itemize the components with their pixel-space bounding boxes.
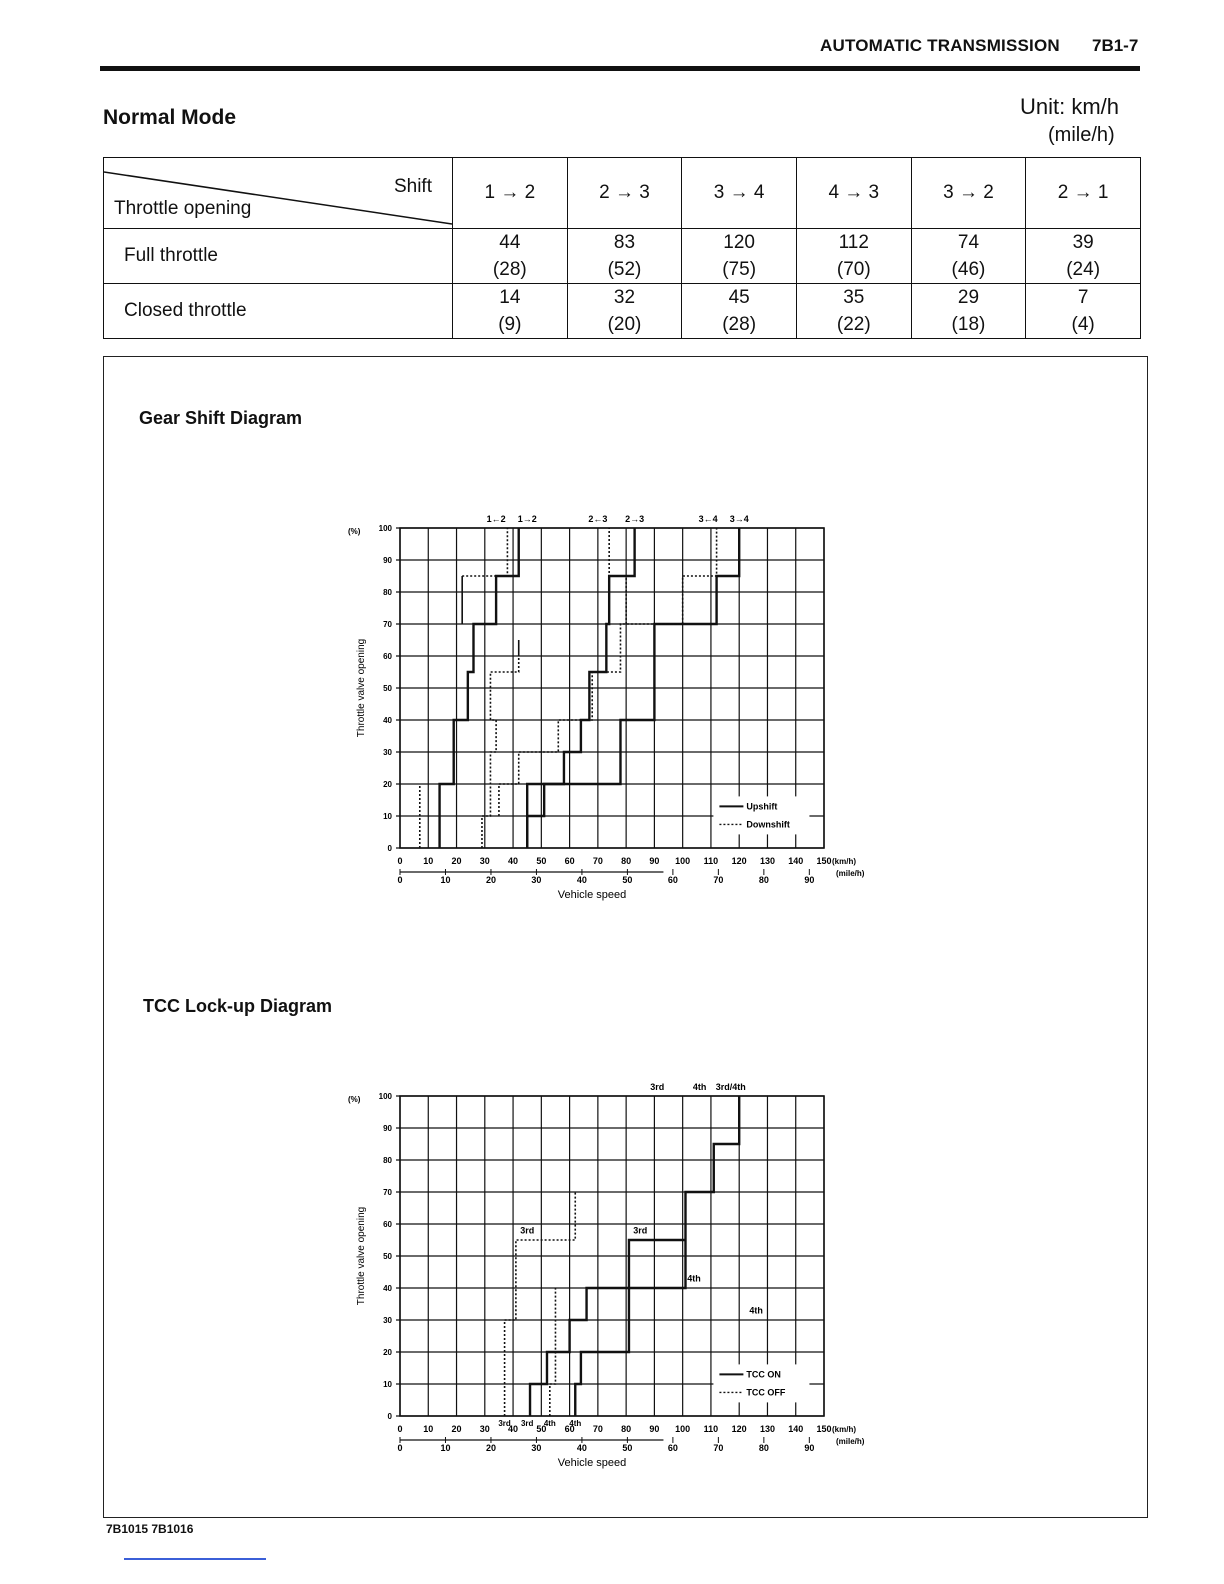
x-tick-label-kmh: 30 xyxy=(479,1424,490,1434)
mph-value: (9) xyxy=(498,314,522,335)
top-label: 3→4 xyxy=(729,514,749,524)
footer-link-underline xyxy=(124,1558,266,1560)
top-label: 1→2 xyxy=(517,514,537,524)
table-cell xyxy=(682,284,797,339)
y-tick-label: 90 xyxy=(383,556,392,565)
section-title: AUTOMATIC TRANSMISSION xyxy=(820,36,1060,55)
y-tick-label: 20 xyxy=(383,1348,392,1357)
gear-shift-chart xyxy=(330,500,910,920)
x-tick-label-kmh: 70 xyxy=(592,1424,603,1434)
x-tick-label-mph: 70 xyxy=(713,875,724,885)
x-tick-label-mph: 50 xyxy=(622,1443,633,1453)
column-header: 1 → 2 xyxy=(453,158,568,229)
x-tick-label-mph: 0 xyxy=(397,875,403,885)
mph-value: (75) xyxy=(722,259,757,280)
x-tick-label-mph: 60 xyxy=(667,875,678,885)
mph-value: (4) xyxy=(1071,314,1095,335)
kmh-value: 35 xyxy=(843,287,865,308)
legend-label: TCC OFF xyxy=(746,1387,786,1398)
y-tick-label: 70 xyxy=(383,620,392,629)
mph-value: (28) xyxy=(722,314,757,335)
bottom-gear-label: 4th xyxy=(569,1419,582,1428)
table-row xyxy=(104,229,1141,284)
column-header: 3 → 4 xyxy=(682,158,797,229)
x-tick-label-mph: 40 xyxy=(576,875,587,885)
table-cell xyxy=(453,229,568,284)
x-tick-label-kmh: 140 xyxy=(788,856,804,866)
tcc-lockup-chart xyxy=(330,1068,910,1488)
x-axis-label: Vehicle speed xyxy=(557,1457,627,1469)
shift-label: Shift xyxy=(393,176,432,197)
column-header: 2 → 3 xyxy=(567,158,682,229)
table-cell xyxy=(796,229,911,284)
x-tick-label-kmh: 10 xyxy=(423,1424,434,1434)
y-axis-label: Throttle valve opening xyxy=(356,1206,367,1306)
x-tick-label-mph: 70 xyxy=(713,1443,724,1453)
y-tick-label: 50 xyxy=(383,684,392,693)
mph-value: (24) xyxy=(1066,259,1101,280)
kmh-value: 45 xyxy=(728,287,750,308)
table-cell xyxy=(1026,284,1141,339)
kmh-value: 74 xyxy=(957,232,980,253)
series-line xyxy=(505,1192,576,1416)
column-header: 3 → 2 xyxy=(911,158,1026,229)
x-tick-label-kmh: 20 xyxy=(451,1424,462,1434)
y-tick-label: 0 xyxy=(387,844,392,853)
tcc-lockup-diagram-title: TCC Lock-up Diagram xyxy=(143,996,333,1016)
x-unit-kmh: (km/h) xyxy=(832,1425,856,1434)
mph-value: (52) xyxy=(607,259,642,280)
x-tick-label-kmh: 100 xyxy=(675,1424,691,1434)
x-tick-label-mph: 90 xyxy=(804,875,815,885)
x-tick-label-kmh: 80 xyxy=(621,1424,632,1434)
top-label: 3rd/4th xyxy=(715,1082,746,1092)
x-tick-label-mph: 80 xyxy=(758,1443,769,1453)
y-tick-label: 10 xyxy=(383,1380,392,1389)
table-row xyxy=(104,284,1141,339)
x-tick-label-mph: 50 xyxy=(622,875,633,885)
x-tick-label-mph: 20 xyxy=(485,875,496,885)
top-label: 3←4 xyxy=(698,514,718,524)
x-tick-label-kmh: 80 xyxy=(621,856,632,866)
x-axis-label: Vehicle speed xyxy=(557,889,627,901)
header-rule xyxy=(100,66,1140,71)
y-tick-label: 20 xyxy=(383,780,392,789)
x-tick-label-kmh: 70 xyxy=(592,856,603,866)
y-tick-label: 50 xyxy=(383,1252,392,1261)
shift-speed-table xyxy=(103,157,1141,339)
y-tick-label: 40 xyxy=(383,716,392,725)
row-label-full-throttle: Full throttle xyxy=(104,229,453,284)
y-tick-label: 80 xyxy=(383,588,392,597)
y-unit-label: (%) xyxy=(348,1095,361,1104)
x-tick-label-kmh: 10 xyxy=(423,856,434,866)
x-unit-kmh: (km/h) xyxy=(832,857,856,866)
top-label: 4th xyxy=(692,1082,707,1092)
kmh-value: 112 xyxy=(838,232,869,253)
x-unit-mph: (mile/h) xyxy=(836,1437,865,1446)
region-gear-label: 3rd xyxy=(520,1225,535,1236)
bottom-gear-label: 3rd xyxy=(498,1419,511,1428)
legend-label: TCC ON xyxy=(746,1369,781,1380)
y-tick-label: 90 xyxy=(383,1124,392,1133)
x-tick-label-mph: 60 xyxy=(667,1443,678,1453)
x-tick-label-kmh: 60 xyxy=(564,856,575,866)
legend-label: Upshift xyxy=(746,801,778,812)
kmh-value: 14 xyxy=(499,287,521,308)
x-tick-label-mph: 90 xyxy=(804,1443,815,1453)
y-unit-label: (%) xyxy=(348,527,361,536)
kmh-value: 83 xyxy=(613,232,636,253)
x-tick-label-mph: 10 xyxy=(440,1443,451,1453)
table-cell xyxy=(796,284,911,339)
x-tick-label-mph: 0 xyxy=(397,1443,403,1453)
x-tick-label-kmh: 100 xyxy=(675,856,691,866)
region-gear-label: 4th xyxy=(749,1305,763,1316)
kmh-value: 39 xyxy=(1072,232,1094,253)
mph-value: (28) xyxy=(492,259,527,280)
table-cell xyxy=(567,229,682,284)
series-line xyxy=(499,528,717,816)
y-tick-label: 30 xyxy=(383,748,392,757)
legend-label: Downshift xyxy=(746,819,790,830)
table-cell xyxy=(911,229,1026,284)
kmh-value: 7 xyxy=(1077,287,1089,308)
y-tick-label: 80 xyxy=(383,1156,392,1165)
table-cell xyxy=(567,284,682,339)
x-tick-label-kmh: 90 xyxy=(649,856,660,866)
table-cell xyxy=(911,284,1026,339)
x-tick-label-kmh: 50 xyxy=(536,1424,547,1434)
x-tick-label-kmh: 120 xyxy=(731,856,747,866)
page-number: 7B1-7 xyxy=(1092,36,1139,55)
x-unit-mph: (mile/h) xyxy=(836,869,865,878)
x-tick-label-kmh: 140 xyxy=(788,1424,804,1434)
x-tick-label-kmh: 120 xyxy=(731,1424,747,1434)
region-gear-label: 4th xyxy=(687,1273,701,1284)
x-tick-label-mph: 30 xyxy=(531,1443,542,1453)
kmh-value: 29 xyxy=(957,287,980,308)
top-label: 3rd xyxy=(650,1082,665,1092)
top-label: 1←2 xyxy=(486,514,506,524)
table-cell xyxy=(1026,229,1141,284)
mph-value: (46) xyxy=(951,259,986,280)
row-label-closed-throttle: Closed throttle xyxy=(104,284,453,339)
mph-value: (18) xyxy=(951,314,986,335)
table-header-row xyxy=(104,158,1141,229)
figure-codes: 7B1015 7B1016 xyxy=(106,1522,194,1536)
x-tick-label-mph: 30 xyxy=(531,875,542,885)
top-label: 2→3 xyxy=(625,514,645,524)
column-header: 2 → 1 xyxy=(1026,158,1141,229)
x-tick-label-kmh: 150 xyxy=(816,1424,832,1434)
unit-kmh: Unit: km/h xyxy=(1020,94,1120,119)
x-tick-label-kmh: 0 xyxy=(397,1424,403,1434)
kmh-value: 120 xyxy=(723,232,755,253)
x-tick-label-mph: 20 xyxy=(485,1443,496,1453)
x-tick-label-kmh: 110 xyxy=(703,856,719,866)
x-tick-label-kmh: 40 xyxy=(508,856,519,866)
x-tick-label-kmh: 110 xyxy=(703,1424,719,1434)
kmh-value: 32 xyxy=(613,287,636,308)
x-tick-label-kmh: 20 xyxy=(451,856,462,866)
y-tick-label: 0 xyxy=(387,1412,392,1421)
x-tick-label-kmh: 30 xyxy=(479,856,490,866)
bottom-gear-label: 3rd xyxy=(520,1419,534,1428)
mph-value: (22) xyxy=(836,314,871,335)
y-axis-label: Throttle valve opening xyxy=(356,638,367,738)
y-tick-label: 60 xyxy=(383,652,392,661)
unit-mph: (mile/h) xyxy=(1048,124,1115,146)
region-gear-label: 3rd xyxy=(633,1225,648,1236)
y-tick-label: 10 xyxy=(383,812,392,821)
y-tick-label: 60 xyxy=(383,1220,392,1229)
table-corner-cell xyxy=(104,158,453,229)
mph-value: (20) xyxy=(607,314,642,335)
mode-title: Normal Mode xyxy=(103,106,237,129)
y-tick-label: 100 xyxy=(378,1092,392,1101)
x-tick-label-kmh: 90 xyxy=(649,1424,660,1434)
table-cell xyxy=(453,284,568,339)
mph-value: (70) xyxy=(836,259,871,280)
x-tick-label-mph: 40 xyxy=(576,1443,587,1453)
y-tick-label: 30 xyxy=(383,1316,392,1325)
x-tick-label-mph: 80 xyxy=(758,875,769,885)
series-line xyxy=(530,1240,685,1416)
y-tick-label: 70 xyxy=(383,1188,392,1197)
top-label: 2←3 xyxy=(588,514,608,524)
table-cell xyxy=(682,229,797,284)
y-tick-label: 100 xyxy=(378,524,392,533)
column-header: 4 → 3 xyxy=(796,158,911,229)
x-tick-label-kmh: 60 xyxy=(564,1424,575,1434)
x-tick-label-kmh: 130 xyxy=(759,856,775,866)
y-tick-label: 40 xyxy=(383,1284,392,1293)
x-tick-label-kmh: 0 xyxy=(397,856,403,866)
x-tick-label-kmh: 130 xyxy=(759,1424,775,1434)
bottom-gear-label: 4th xyxy=(543,1419,556,1428)
gear-shift-diagram-title: Gear Shift Diagram xyxy=(139,408,303,428)
x-tick-label-mph: 10 xyxy=(440,875,451,885)
x-tick-label-kmh: 150 xyxy=(816,856,832,866)
kmh-value: 44 xyxy=(499,232,521,253)
x-tick-label-kmh: 50 xyxy=(536,856,547,866)
x-tick-label-kmh: 40 xyxy=(508,1424,519,1434)
throttle-opening-label: Throttle opening xyxy=(114,198,252,219)
